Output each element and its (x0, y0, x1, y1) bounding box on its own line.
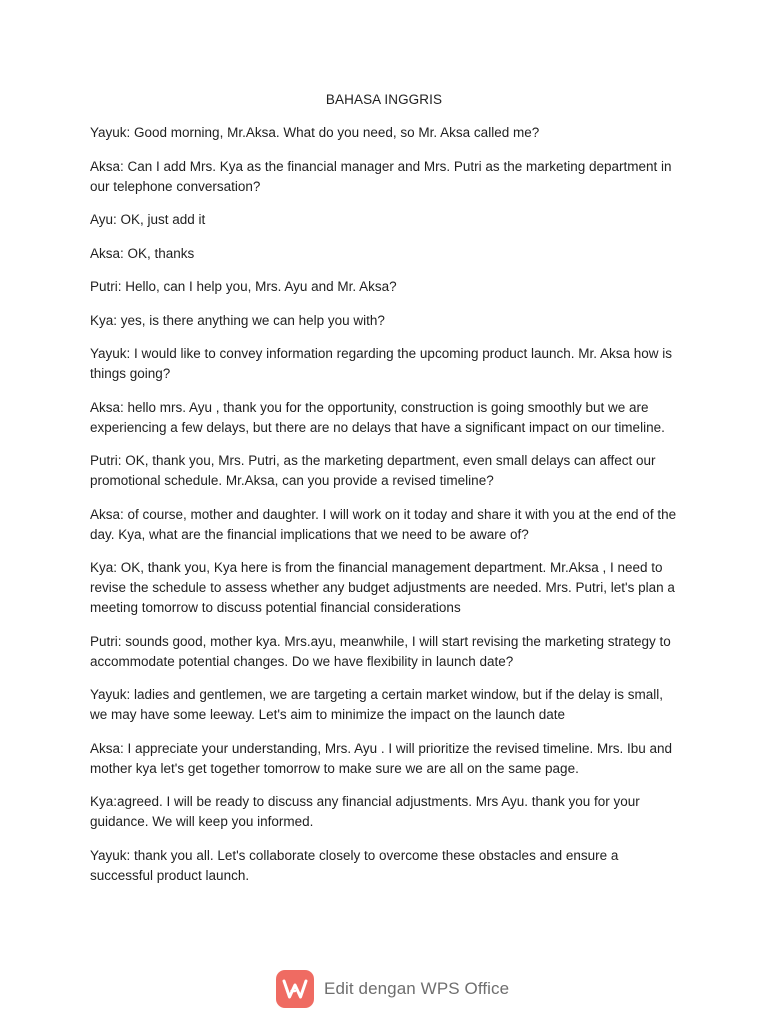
wps-office-logo-icon (276, 970, 314, 1008)
paragraph: Putri: Hello, can I help you, Mrs. Ayu and Mr. Aksa? (90, 279, 397, 294)
paragraph: Putri: sounds good, mother kya. Mrs.ayu, meanwhile, I will start revising the marketing strategy to accommodate potential changes. Do we have flexibility in launch date? (90, 633, 671, 669)
paragraph: Aksa: Can I add Mrs. Kya as the financial manager and Mrs. Putri as the marketing department in our telephone conversation? (90, 158, 672, 194)
paragraph: Yayuk: thank you all. Let's collaborate closely to overcome these obstacles and ensure a successful product launch. (90, 847, 619, 883)
paragraph: Aksa: of course, mother and daughter. I will work on it today and share it with you at the end of the day. Kya, what are the financial implications that we need to be aware of? (90, 506, 677, 542)
document-title: BAHASA INGGRIS (325, 92, 443, 107)
paragraph: Aksa: hello mrs. Ayu , thank you for the opportunity, construction is going smoothly but we are experiencing a few delays, but there are no delays that have a significant impact on our timeline. (90, 399, 665, 435)
paragraph: Aksa: OK, thanks (90, 245, 195, 261)
paragraph: Kya:agreed. I will be ready to discuss any financial adjustments. Mrs Ayu. thank you for your guidance. We will keep you informed. (90, 794, 640, 829)
edit-with-wps-label: Edit dengan WPS Office (324, 979, 510, 998)
paragraph: Yayuk: Good morning, Mr.Aksa. What do you need, so Mr. Aksa called me? (90, 125, 540, 140)
paragraph: Yayuk: ladies and gentlemen, we are targeting a certain market window, but if the delay is small, we may have some leeway. Let's aim to minimize the impact on the launch date (90, 687, 664, 722)
paragraph: Putri: OK, thank you, Mrs. Putri, as the marketing department, even small delays can affect our promotional schedule. Mr.Aksa, can you provide a revised timeline? (90, 453, 656, 488)
paragraph: Yayuk: I would like to convey information regarding the upcoming product launch. Mr. Aksa how is things going? (90, 346, 673, 381)
paragraph: Aksa: I appreciate your understanding, Mrs. Ayu . I will prioritize the revised timeline. Mrs. Ibu and mother kya let's get together tomorrow to make sure we are all on the same page. (90, 740, 673, 776)
paragraph: Ayu: OK, just add it (90, 212, 206, 227)
paragraph: Kya: OK, thank you, Kya here is from the financial management department. Mr.Aksa , I need to revise the schedule to assess whether any budget adjustments are needed. Mrs. Putri, let's plan a meeting tomorrow to discuss potential financial considerations (90, 560, 675, 615)
paragraph: Kya: yes, is there anything we can help you with? (90, 312, 385, 328)
wps-edit-link[interactable] (276, 969, 509, 1009)
document-body (90, 123, 682, 899)
